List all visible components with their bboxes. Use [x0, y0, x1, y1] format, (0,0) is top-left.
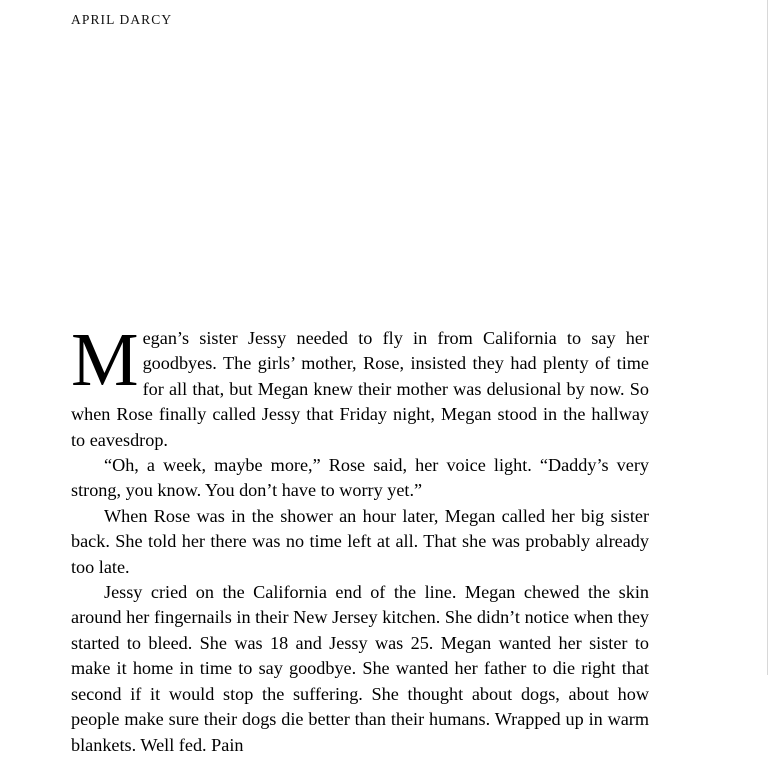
- paragraph-4: Jessy cried on the California end of the line. Megan chewed the skin around her fingernails in their New Jersey kitchen. She didn’t notice when they started to bleed. She was 18 and Jessy was 25. Megan wanted her sister to make it home in time to say goodbye. She wanted her father to die right that second if it would stop the suffering. She thought about dogs, about how people make sure their dogs die better than their humans. Wrapped up in warm blankets. Well fed. Pain: [71, 582, 649, 755]
- running-head: APRIL DARCY: [71, 12, 173, 27]
- paragraph-1-text: egan’s sister Jessy needed to fly in from California to say her goodbyes. The girls’ mother, Rose, insisted they had plenty of time for all that, but Megan knew their mother was delusional by now. So when Rose finally called Jessy that Friday night, Megan stood in the hallway to eavesdrop.: [71, 328, 649, 450]
- drop-cap-letter: M: [71, 318, 139, 402]
- paragraph-1: [71, 318, 649, 453]
- paragraph-3: When Rose was in the shower an hour later, Megan called her big sister back. She told her there was no time left at all. That she was probably already too late.: [71, 505, 649, 577]
- paragraph-2: “Oh, a week, maybe more,” Rose said, her voice light. “Daddy’s very strong, you know. You don’t have to worry yet.”: [71, 455, 649, 501]
- body-text-block: [71, 318, 649, 758]
